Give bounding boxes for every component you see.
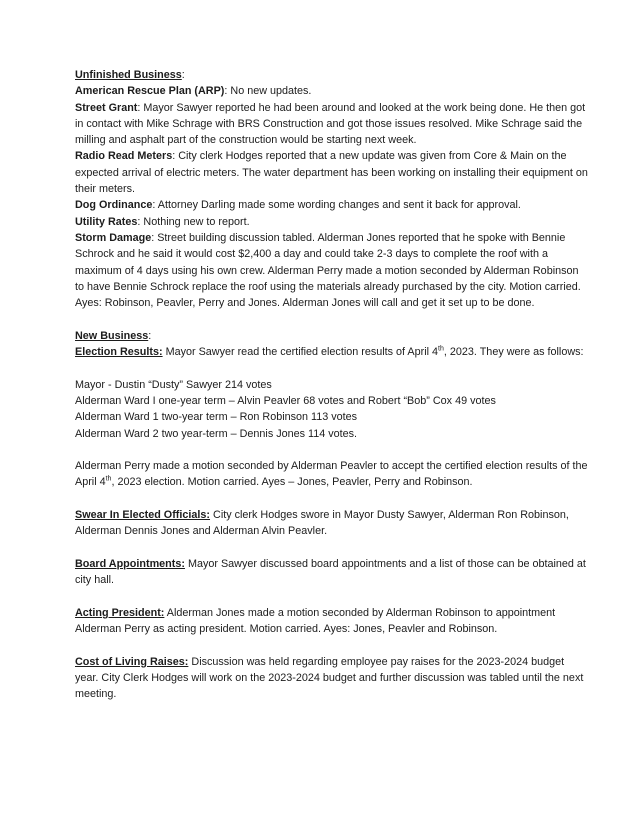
cost-of-living-item: Cost of Living Raises: Discussion was held regarding employee pay raises for the 2023-2024 budget year. City Clerk Hodges will work on the 2023-2024 budget and further discussion was tabled until the next meeting. [75,655,584,701]
dog-ordinance-item: Dog Ordinance: Attorney Darling made some wording changes and sent it back for approval. [75,199,521,212]
board-appointments-item: Board Appointments: Mayor Sawyer discussed board appointments and a list of those can be obtained at city hall. [75,557,586,587]
new-business-heading: New Business: [75,329,152,342]
arp-item: American Rescue Plan (ARP): No new updates. [75,85,312,98]
result-line: Alderman Ward 1 two-year term – Ron Robinson 113 votes [75,411,358,424]
result-line: Alderman Ward I one-year term – Alvin Peavler 68 votes and Robert “Bob” Cox 49 votes [75,394,496,407]
election-motion-paragraph: Alderman Perry made a motion seconded by Alderman Peavler to accept the certified election results of the April 4th, 2023 election. Motion carried. Ayes – Jones, Peavler, Perry and Robinson. [75,460,588,489]
result-line: Alderman Ward 2 two year-term – Dennis Jones 114 votes. [75,427,358,440]
radio-read-meters-item: Radio Read Meters: City clerk Hodges reported that a new update was given from Core & Main on the expected arrival of electric meters. The water department has been working on installing their equipment on their meters. [75,150,588,196]
unfinished-business-heading: Unfinished Business: [75,69,185,81]
result-line: Mayor - Dustin “Dusty” Sawyer 214 votes [75,378,272,391]
utility-rates-item: Utility Rates: Nothing new to report. [75,215,250,228]
street-grant-item: Street Grant: Mayor Sawyer reported he had been around and looked at the work being done. He then got in contact with Mike Schrage with BRS Construction and got those issues resolved. Mike Schrage said the milling and asphalt part of the construction would be starting next week. [75,101,586,147]
election-results-list [75,377,590,442]
election-results-item: Election Results: Mayor Sawyer read the certified election results of April 4th, 2023. They were as follows: [75,345,584,359]
acting-president-item: Acting President: Alderman Jones made a motion seconded by Alderman Robinson to appointment Alderman Perry as acting president. Motion carried. Ayes: Jones, Peavler and Robinson. [75,606,556,636]
swear-in-item: Swear In Elected Officials: City clerk Hodges swore in Mayor Dusty Sawyer, Alderman Ron Robinson, Alderman Dennis Jones and Alderman Alvin Peavler. [75,509,569,538]
storm-damage-item: Storm Damage: Street building discussion tabled. Alderman Jones reported that he spoke with Bennie Schrock and he said it would cost $2,400 a day and could take 2-3 days to complete the roof with a maximum of 4 days using his own crew. Alderman Perry made a motion seconded by Alderman Robinson to have Bennie Schrock replace the roof using the materials already purchased by the city. Motion carried. Ayes: Robinson, Peavler, Perry and Jones. Alderman Jones will call and get it set up to be done. [75,231,581,310]
